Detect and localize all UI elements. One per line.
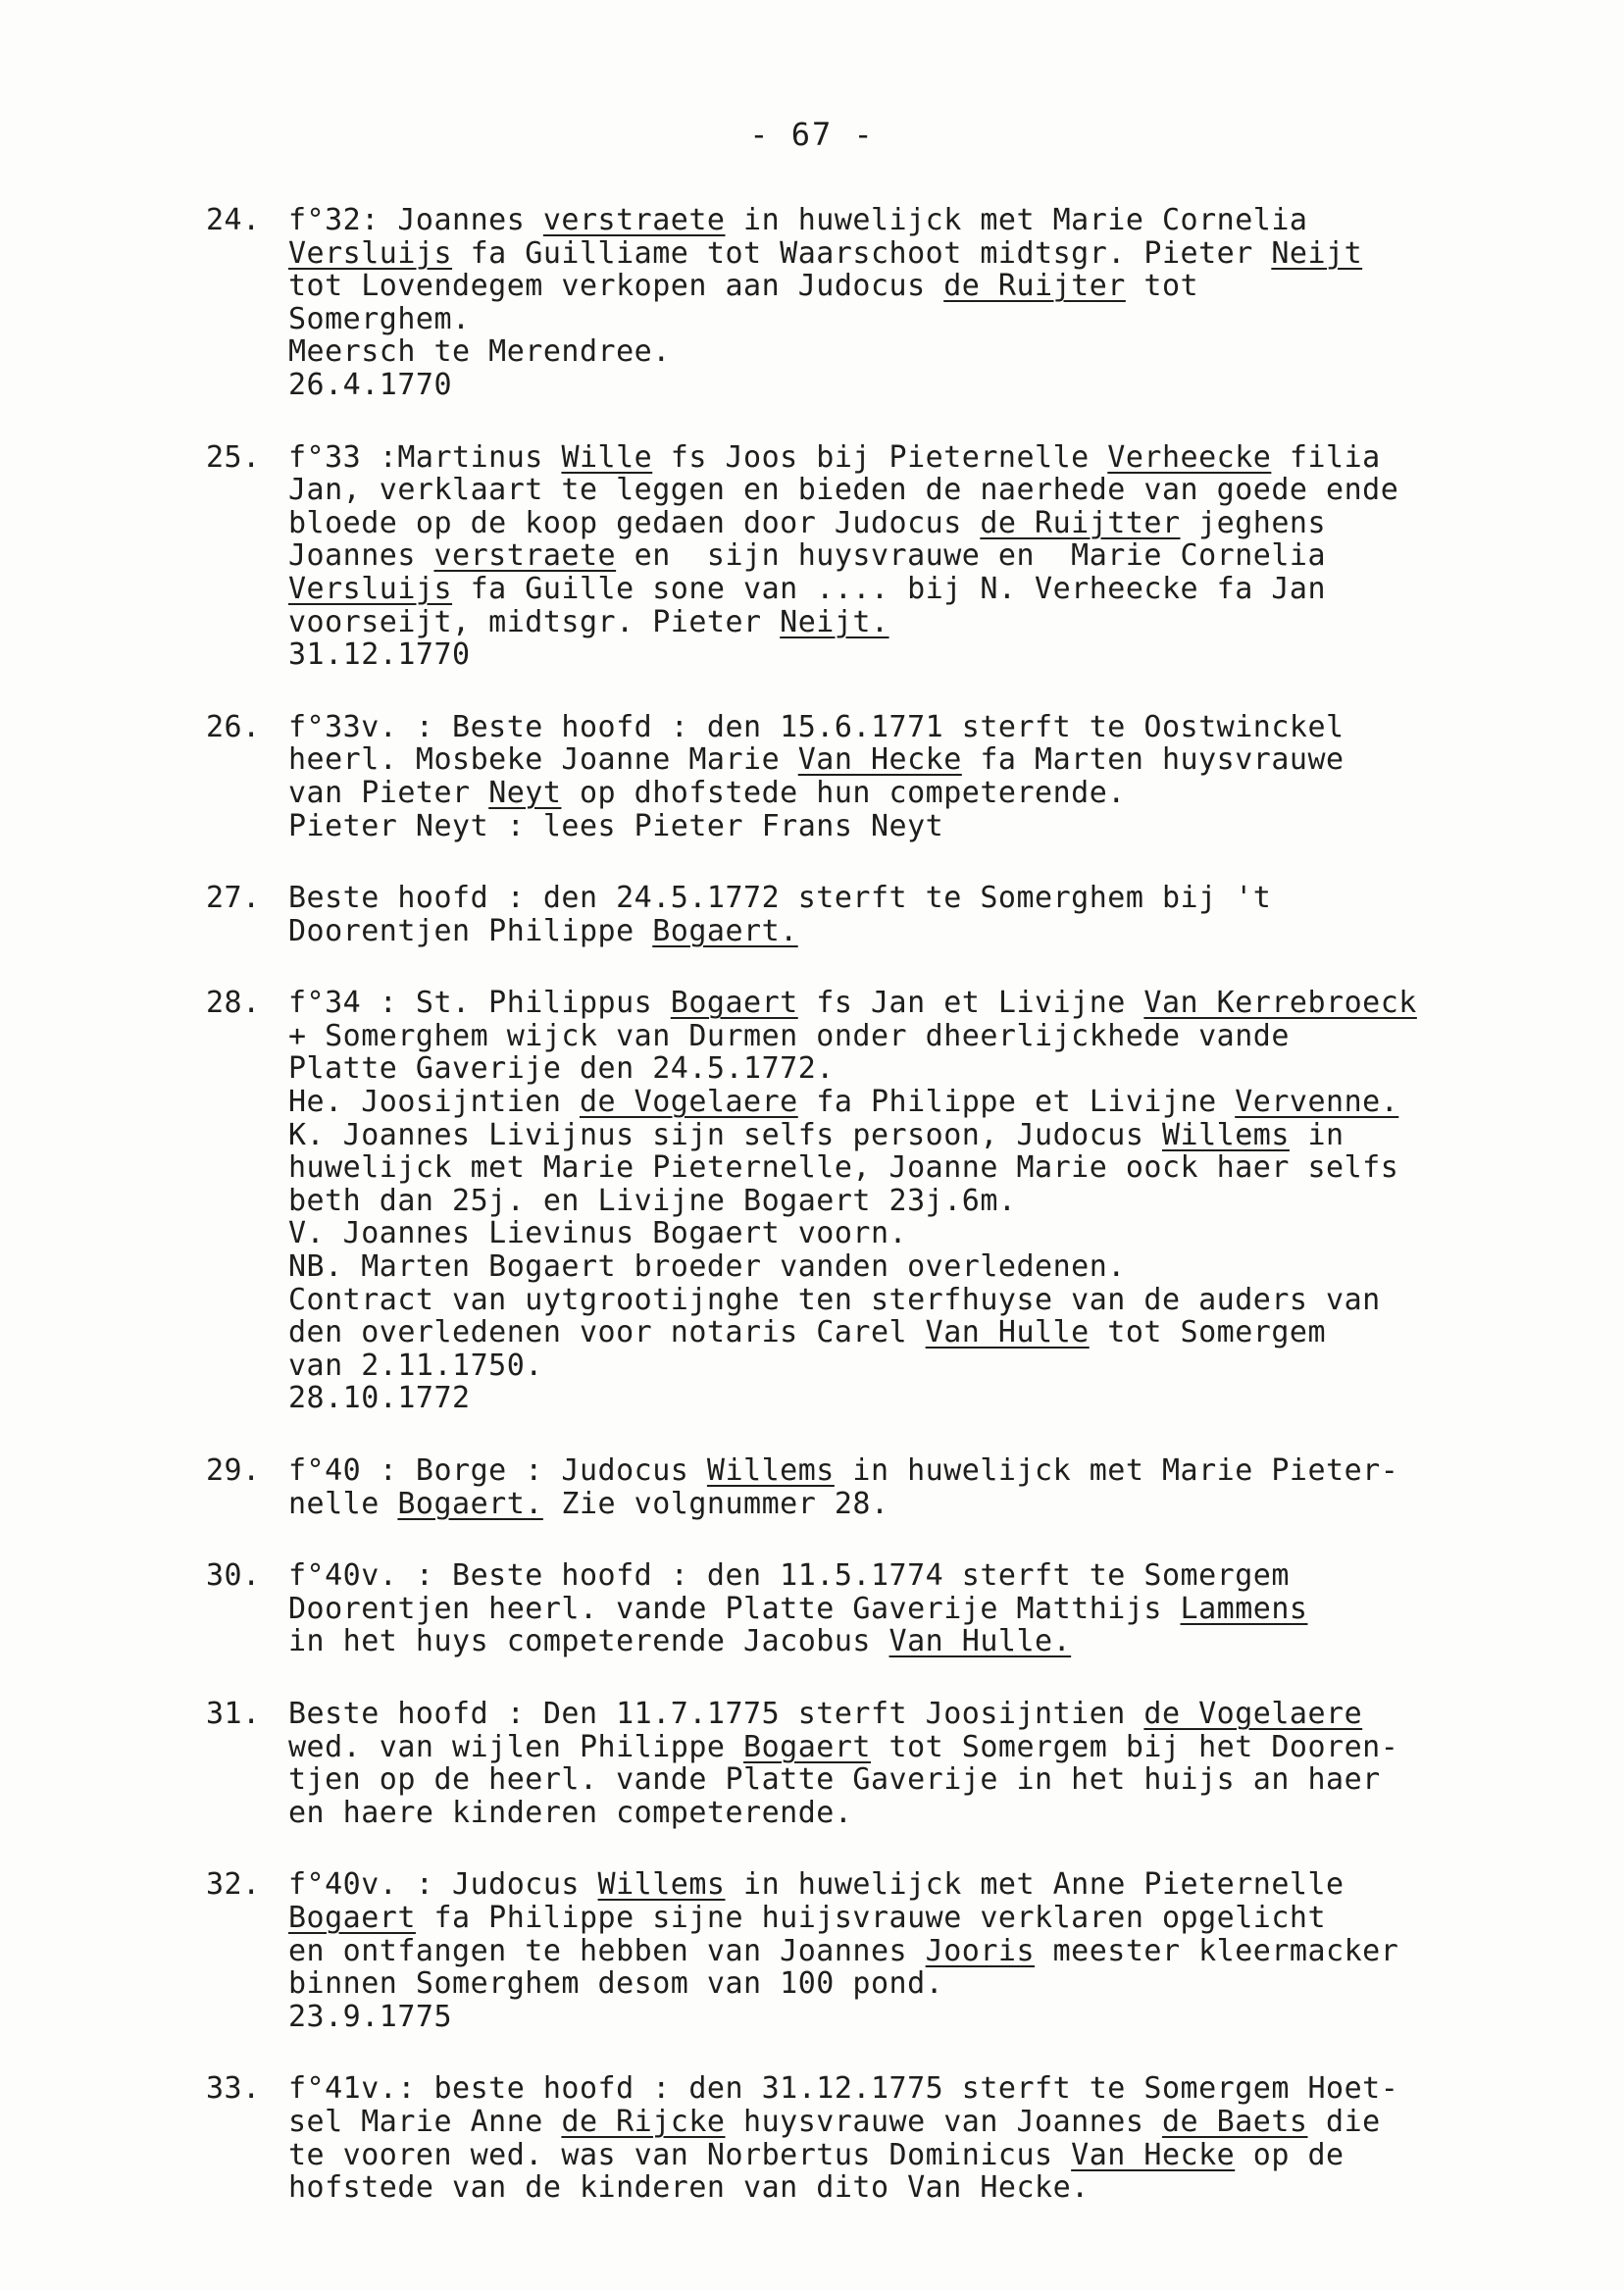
- text-segment: hofstede van de kinderen van dito Van Hecke.: [288, 2170, 1090, 2206]
- underlined-name: Willems: [706, 1453, 835, 1488]
- text-segment: en sijn huysvrauwe en Marie Cornelia: [616, 538, 1327, 574]
- underlined-name: verstraete: [433, 538, 617, 574]
- text-segment: He. Joosijntien: [288, 1085, 580, 1120]
- underlined-name: de Ruijtter: [980, 505, 1181, 540]
- text-segment: 23.9.1775: [288, 1999, 453, 2034]
- entry-line: [288, 1185, 1520, 1218]
- underlined-name: Bogaert.: [397, 1486, 543, 1521]
- underlined-name: Van Hulle.: [888, 1624, 1072, 1659]
- text-segment: van 2.11.1750.: [288, 1348, 543, 1383]
- entry-number: 31.: [206, 1696, 261, 1731]
- underlined-name: Van Kerrebroeck: [1143, 986, 1417, 1021]
- text-segment: jeghens: [1180, 505, 1327, 540]
- text-segment: in huwelijck met Marie Pieter-: [834, 1453, 1399, 1488]
- text-segment: f°32: Joannes: [288, 203, 543, 237]
- text-segment: f°33v. : Beste hoofd : den 15.6.1771 sterft te Oostwinckel: [288, 709, 1345, 744]
- entry-line: [288, 1698, 1520, 1731]
- entry-line: [288, 1349, 1520, 1383]
- text-segment: Zie volgnummer 28.: [542, 1486, 889, 1521]
- text-segment: Doorentjen heerl. vande Platte Gaverije Matthijs: [288, 1591, 1181, 1626]
- entry-line: [288, 915, 1520, 948]
- text-segment: V. Joannes Lievinus Bogaert voorn.: [288, 1216, 908, 1251]
- text-segment: den overledenen voor notaris Carel: [288, 1315, 926, 1350]
- entry-number: 32.: [206, 1867, 261, 1903]
- entry: [206, 2072, 1520, 2204]
- text-segment: 28.10.1772: [288, 1381, 471, 1416]
- entry-line: [288, 1086, 1520, 1119]
- text-segment: en ontfangen te hebben van Joannes: [288, 1933, 926, 1968]
- entry-line: [288, 369, 1520, 402]
- entry-line: [288, 237, 1520, 271]
- text-segment: meester kleermacker: [1035, 1933, 1399, 1968]
- underlined-name: de Baets: [1161, 2104, 1308, 2139]
- entry-line: [288, 2001, 1520, 2034]
- underlined-name: Lammens: [1180, 1591, 1308, 1626]
- entry: [206, 1454, 1520, 1520]
- entry-line: [288, 1935, 1520, 1968]
- text-segment: fs Joos bij Pieternelle: [652, 439, 1108, 475]
- entry-line: [288, 1250, 1520, 1284]
- text-segment: tot Somergem bij het Dooren-: [870, 1729, 1399, 1764]
- entry-line: [288, 1559, 1520, 1593]
- entry-line: [288, 573, 1520, 606]
- text-segment: huysvrauwe van Joannes: [725, 2104, 1162, 2139]
- text-segment: Meersch te Merendree.: [288, 334, 671, 370]
- text-segment: fa Guilliame tot Waarschoot midtsgr. Pieter: [452, 235, 1272, 271]
- text-segment: tot: [1125, 269, 1199, 304]
- entry-number: 30.: [206, 1558, 261, 1594]
- entry: [206, 441, 1520, 672]
- entry-number: 29.: [206, 1453, 261, 1488]
- text-segment: Beste hoofd : den 24.5.1772 sterft te Somerghem bij 't: [288, 881, 1272, 916]
- text-segment: in huwelijck met Anne Pieternelle: [725, 1867, 1345, 1903]
- entry-line: [288, 1593, 1520, 1626]
- underlined-name: Vervenne.: [1235, 1085, 1399, 1120]
- entry-line: [288, 2106, 1520, 2139]
- underlined-name: Versluijs: [288, 571, 453, 606]
- entry-line: [288, 743, 1520, 777]
- entry-line: [288, 474, 1520, 507]
- underlined-name: Van Hulle: [925, 1315, 1090, 1350]
- text-segment: Contract van uytgrootijnghe ten sterfhuyse van de auders van: [288, 1282, 1381, 1317]
- entry-line: [288, 1217, 1520, 1250]
- entry-line: [288, 2171, 1520, 2205]
- underlined-name: de Vogelaere: [579, 1085, 798, 1120]
- entry: [206, 987, 1520, 1415]
- text-segment: f°40v. : Judocus: [288, 1867, 598, 1903]
- text-segment: + Somerghem wijck van Durmen onder dheerlijckhede vande: [288, 1018, 1290, 1053]
- entry-line: [288, 1967, 1520, 2001]
- text-segment: tot Lovendegem verkopen aan Judocus: [288, 269, 944, 304]
- text-segment: huwelijck met Marie Pieternelle, Joanne Marie oock haer selfs: [288, 1150, 1399, 1186]
- text-segment: in huwelijck met Marie Cornelia: [725, 203, 1308, 237]
- text-segment: f°34 : St. Philippus: [288, 986, 671, 1021]
- underlined-name: Neijt: [1271, 235, 1363, 271]
- text-segment: beth dan 25j. en Livijne Bogaert 23j.6m.: [288, 1183, 1017, 1218]
- entry-line: [288, 1731, 1520, 1764]
- entry-line: [288, 2072, 1520, 2106]
- text-segment: Pieter Neyt : lees Pieter Frans Neyt: [288, 808, 944, 843]
- entry: [206, 1698, 1520, 1829]
- text-segment: bloede op de koop gedaen door Judocus: [288, 505, 981, 540]
- entry-line: [288, 1868, 1520, 1902]
- entry-line: [288, 606, 1520, 639]
- entry: [206, 204, 1520, 402]
- underlined-name: Bogaert: [670, 986, 798, 1021]
- entry-line: [288, 1488, 1520, 1521]
- entry-line: [288, 441, 1520, 475]
- text-segment: in het huys competerende Jacobus: [288, 1624, 889, 1659]
- entry-line: [288, 1902, 1520, 1935]
- text-segment: Beste hoofd : Den 11.7.1775 sterft Joosijntien: [288, 1696, 1144, 1731]
- text-segment: fs Jan et Livijne: [797, 986, 1144, 1021]
- underlined-name: Neijt.: [780, 604, 889, 639]
- text-segment: die: [1307, 2104, 1381, 2139]
- entry-line: [288, 2139, 1520, 2172]
- text-segment: Joannes: [288, 538, 434, 574]
- text-segment: K. Joannes Livijnus sijn selfs persoon, Judocus: [288, 1117, 1162, 1152]
- text-segment: en haere kinderen competerende.: [288, 1795, 853, 1830]
- entry: [206, 711, 1520, 842]
- text-segment: fa Guille sone van .... bij N. Verheecke fa Jan: [452, 571, 1327, 606]
- entry-number: 27.: [206, 881, 261, 916]
- entry-line: [288, 777, 1520, 810]
- text-segment: 31.12.1770: [288, 637, 471, 673]
- entry-line: [288, 1020, 1520, 1053]
- entry-line: [288, 1797, 1520, 1830]
- underlined-name: de Ruijter: [943, 269, 1126, 304]
- text-segment: f°40v. : Beste hoofd : den 11.5.1774 sterft te Somergem: [288, 1558, 1290, 1594]
- entry-line: [288, 270, 1520, 303]
- text-segment: fa Marten huysvrauwe: [961, 742, 1345, 778]
- text-segment: voorseijt, midtsgr. Pieter: [288, 604, 781, 639]
- underlined-name: Bogaert: [288, 1900, 416, 1935]
- entry: [206, 882, 1520, 947]
- entry-number: 28.: [206, 986, 261, 1021]
- text-segment: van Pieter: [288, 775, 489, 810]
- text-segment: Somerghem.: [288, 301, 471, 336]
- text-segment: Platte Gaverije den 24.5.1772.: [288, 1051, 835, 1087]
- text-segment: tot Somergem: [1089, 1315, 1327, 1350]
- text-segment: Doorentjen Philippe: [288, 913, 653, 948]
- underlined-name: Verheecke: [1107, 439, 1272, 475]
- underlined-name: de Rijcke: [561, 2104, 726, 2139]
- underlined-name: Jooris: [925, 1933, 1036, 1968]
- entry-line: [288, 882, 1520, 915]
- text-segment: f°33 :Martinus: [288, 439, 562, 475]
- underlined-name: verstraete: [542, 203, 726, 237]
- text-segment: fa Philippe sijne huijsvrauwe verklaren opgelicht: [415, 1900, 1327, 1935]
- text-segment: nelle: [288, 1486, 398, 1521]
- text-segment: fa Philippe et Livijne: [797, 1085, 1236, 1120]
- entry-number: 33.: [206, 2071, 261, 2107]
- entry-line: [288, 1284, 1520, 1317]
- entry: [206, 1559, 1520, 1658]
- entry-line: [288, 1151, 1520, 1185]
- entry-list: [206, 204, 1520, 2205]
- text-segment: 26.4.1770: [288, 367, 453, 402]
- underlined-name: Bogaert: [743, 1729, 871, 1764]
- entry-line: [288, 204, 1520, 237]
- entry-line: [288, 1052, 1520, 1086]
- entry-line: [288, 1625, 1520, 1658]
- page-number: - 67 -: [749, 116, 875, 153]
- underlined-name: Van Hecke: [797, 742, 962, 778]
- entry-line: [288, 638, 1520, 672]
- text-segment: op de: [1235, 2137, 1345, 2172]
- text-segment: wed. van wijlen Philippe: [288, 1729, 744, 1764]
- entry-number: 24.: [206, 203, 261, 237]
- underlined-name: Willems: [597, 1867, 726, 1903]
- text-segment: Jan, verklaart te leggen en bieden de naerhede van goede ende: [288, 473, 1399, 508]
- text-segment: NB. Marten Bogaert broeder vanden overledenen.: [288, 1249, 1126, 1285]
- entry-line: [288, 303, 1520, 336]
- entry-number: 25.: [206, 439, 261, 475]
- text-segment: op dhofstede hun competerende.: [561, 775, 1126, 810]
- text-segment: tjen op de heerl. vande Platte Gaverije in het huijs an haer: [288, 1762, 1381, 1798]
- entry-line: [288, 711, 1520, 744]
- text-segment: binnen Somerghem desom van 100 pond.: [288, 1966, 944, 2002]
- text-segment: in: [1289, 1117, 1345, 1152]
- entry-line: [288, 987, 1520, 1020]
- text-segment: heerl. Mosbeke Joanne Marie: [288, 742, 798, 778]
- text-segment: sel Marie Anne: [288, 2104, 562, 2139]
- entry-line: [288, 810, 1520, 843]
- entry-line: [288, 1763, 1520, 1797]
- entry-line: [288, 1382, 1520, 1415]
- text-segment: f°41v.: beste hoofd : den 31.12.1775 sterft te Somergem Hoet-: [288, 2071, 1399, 2107]
- entry: [206, 1868, 1520, 2033]
- entry-line: [288, 539, 1520, 573]
- underlined-name: Neyt: [488, 775, 562, 810]
- entry-number: 26.: [206, 709, 261, 744]
- underlined-name: Wille: [561, 439, 653, 475]
- underlined-name: Versluijs: [288, 235, 453, 271]
- entry-line: [288, 335, 1520, 369]
- entry-line: [288, 507, 1520, 540]
- underlined-name: Van Hecke: [1071, 2137, 1236, 2172]
- underlined-name: Willems: [1161, 1117, 1290, 1152]
- underlined-name: de Vogelaere: [1143, 1696, 1363, 1731]
- entry-line: [288, 1316, 1520, 1349]
- entry-line: [288, 1454, 1520, 1488]
- text-segment: f°40 : Borge : Judocus: [288, 1453, 707, 1488]
- underlined-name: Bogaert.: [652, 913, 798, 948]
- entry-line: [288, 1119, 1520, 1152]
- text-segment: te vooren wed. was van Norbertus Dominicus: [288, 2137, 1072, 2172]
- text-segment: filia: [1271, 439, 1381, 475]
